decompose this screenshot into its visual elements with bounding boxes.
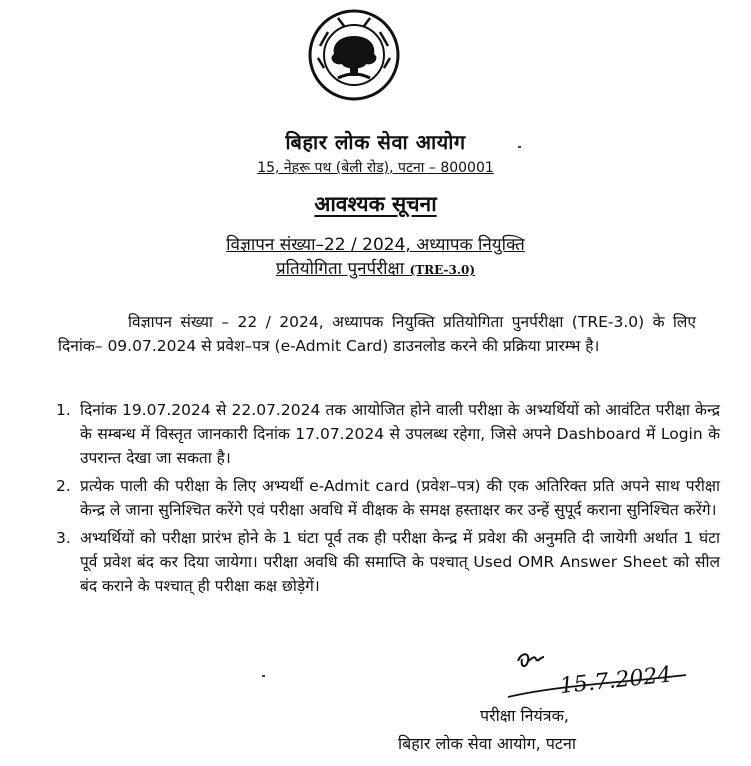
subject-line-1-text: विज्ञापन संख्या–22 / 2024, अध्यापक नियुक्ति [226, 235, 525, 255]
list-item-number: 1. [56, 401, 71, 419]
subject-code: (TRE-3.0) [409, 263, 476, 277]
list-item [56, 398, 720, 470]
list-item-number: 3. [56, 529, 71, 547]
list-item-text: प्रत्येक पाली की परीक्षा के लिए अभ्यर्थी e-Admit card (प्रवेश–पत्र) की एक अतिरिक्त प्रति अपने साथ परीक्षा केन्द्र ले जाना सुनिश्चित करेंगे एवं परीक्षा अवधि में वीक्षक के समक्ष हस्ताक्षर कर उन्हें सुपूर्द कराना सुनिश्चित करेंगे। [80, 477, 720, 519]
org-address [0, 158, 751, 177]
list-item [56, 526, 720, 598]
org-name: बिहार लोक सेवा आयोग [285, 130, 466, 154]
address-text: 15, नेहरू पथ (बेली रोड), पटना – 800001 [257, 160, 494, 176]
intro-paragraph: विज्ञापन संख्या – 22 / 2024, अध्यापक नियुक्ति प्रतियोगिता पुनर्परीक्षा (TRE-3.0) के लिए दिनांक– 09.07.2024 से प्रवेश–पत्र (e-Admit Card) डाउनलोड करने की प्रक्रिया प्रारम्भ है। [58, 313, 696, 355]
bpsc-emblem-icon [308, 6, 400, 104]
list-item-text: दिनांक 19.07.2024 से 22.07.2024 तक आयोजित होने वाली परीक्षा के अभ्यर्थियों को आवंटित परीक्षा केन्द्र के सम्बन्ध में विस्तृत जानकारी दिनांक 17.07.2024 से उपलब्ध रहेगा, जिसे अपने Dashboard में Login के उपरान्त देखा जा सकता है। [80, 401, 720, 467]
notice-title [0, 190, 751, 218]
list-item-number: 2. [56, 477, 71, 495]
stray-mark [262, 675, 265, 677]
signatory-org: बिहार लोक सेवा आयोग, पटना [398, 734, 576, 753]
signature-date: 15.7.2024 [558, 662, 673, 700]
list-item [56, 474, 720, 522]
stray-mark [518, 146, 521, 148]
instruction-list [58, 398, 720, 602]
subject-line-2-text: प्रतियोगिता पुनर्परीक्षा [275, 259, 405, 279]
handwritten-signature [500, 645, 690, 705]
notice-title-text: आवश्यक सूचना [314, 191, 437, 216]
signatory-title: परीक्षा नियंत्रक, [480, 706, 569, 725]
list-item-text: अभ्यर्थियों को परीक्षा प्रारंभ होने के 1 घंटा पूर्व तक ही परीक्षा केन्द्र में प्रवेश की अनुमति दी जायेगी अर्थात 1 घंटा पूर्व प्रवेश बंद कर दिया जायेगा। परीक्षा अवधि की समाप्ति के पश्चात् Used OMR Answer Sheet को सील बंद कराने के पश्चात् ही परीक्षा कक्ष छोड़ेगें। [80, 529, 720, 595]
subject-line-1 [0, 232, 751, 255]
subject-line-2 [0, 256, 751, 279]
